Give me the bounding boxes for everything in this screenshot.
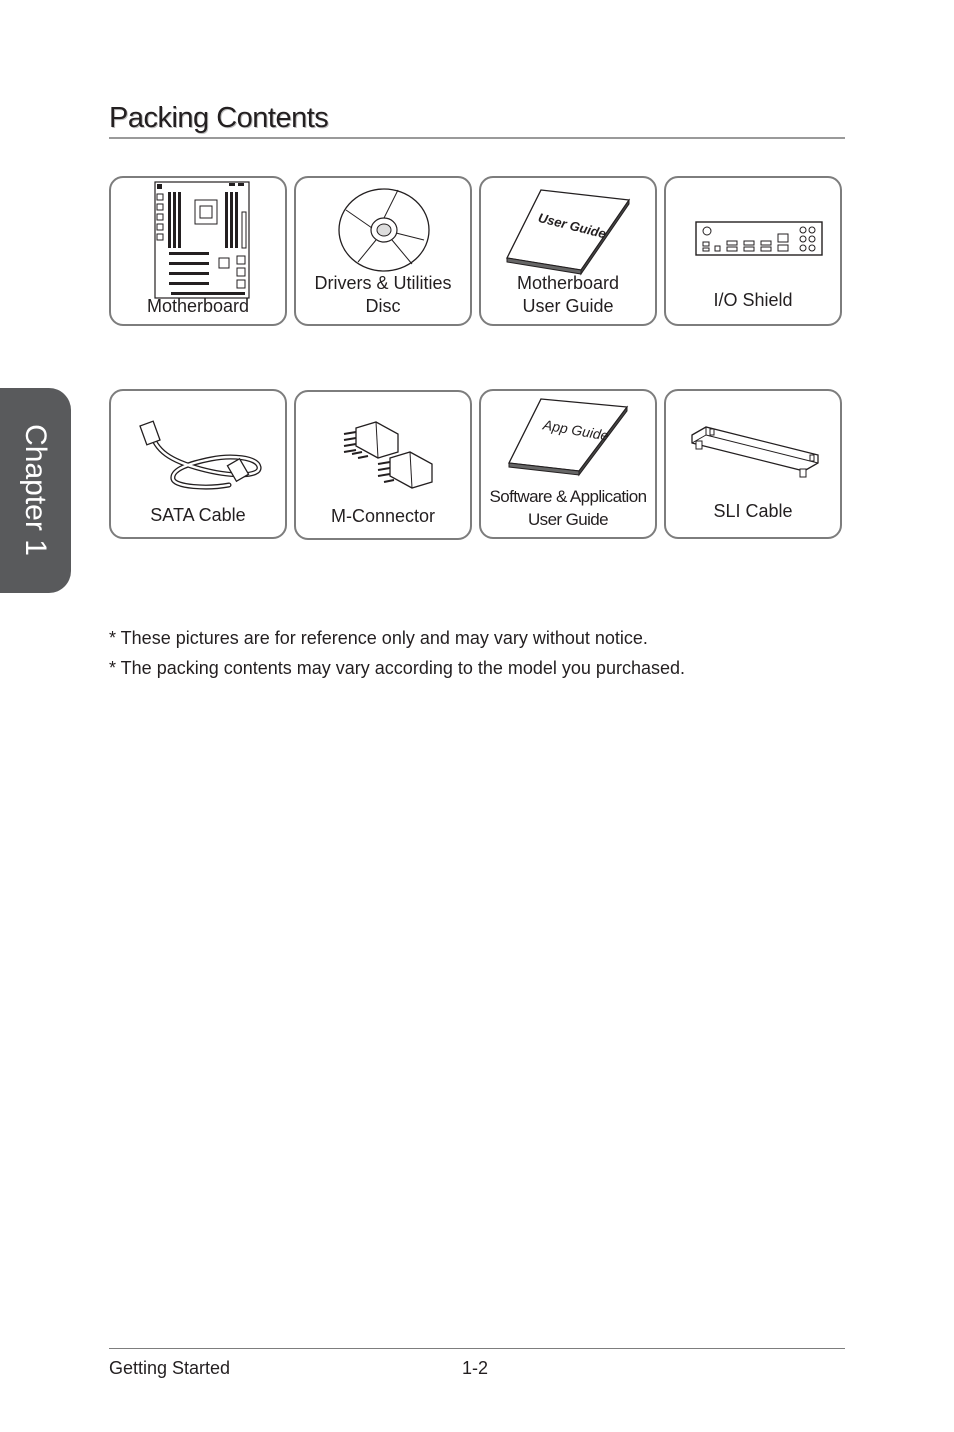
item-label: Software & Application User Guide [489, 487, 647, 529]
page-number: 1-2 [462, 1358, 489, 1378]
page-title: Packing Contents [109, 102, 329, 134]
item-label: M-Connector [330, 506, 436, 526]
note-reference-only: * These pictures are for reference only and may vary without notice. [109, 628, 648, 648]
item-card-sata-cable [109, 389, 287, 539]
item-label: SLI Cable [713, 501, 793, 521]
packing-contents-row-2 [109, 389, 845, 541]
item-card-m-connector [294, 390, 472, 540]
title-divider [109, 137, 845, 139]
item-card-app-guide [479, 389, 657, 539]
item-label: Motherboard User Guide [516, 273, 620, 316]
item-card-motherboard [109, 176, 287, 326]
packing-contents-row-1 [109, 176, 845, 328]
footer-divider [109, 1348, 845, 1349]
chapter-tab-label: Chapter 1 [19, 424, 52, 556]
item-card-io-shield [664, 176, 842, 326]
item-label: I/O Shield [713, 290, 793, 310]
item-card-sli-cable [664, 389, 842, 539]
item-card-user-guide [479, 176, 657, 326]
note-model-vary: * The packing contents may vary according to the model you purchased. [109, 658, 685, 678]
item-label: SATA Cable [150, 505, 246, 525]
svg-text:App Guide: App Guide [541, 416, 610, 444]
footer-section: Getting Started [109, 1358, 231, 1378]
item-label: Motherboard [146, 296, 250, 316]
item-card-disc [294, 176, 472, 326]
svg-text:User Guide: User Guide [536, 209, 608, 242]
item-label: Drivers & Utilities Disc [314, 273, 452, 316]
